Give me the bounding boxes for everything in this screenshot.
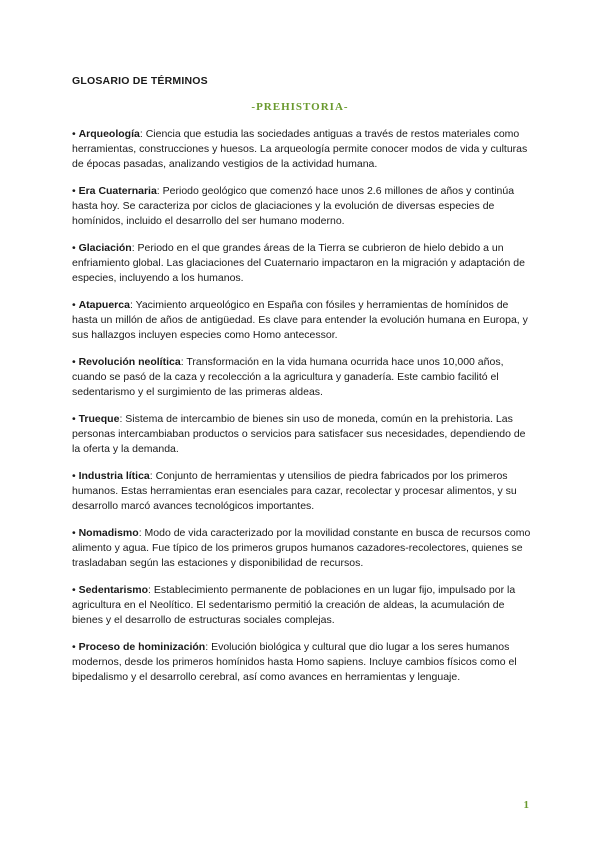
separator: : xyxy=(139,128,146,140)
term: Nomadismo xyxy=(78,527,139,539)
page-number: 1 xyxy=(523,799,529,811)
term: Revolución neolítica xyxy=(78,356,181,368)
separator: : xyxy=(129,299,136,311)
definition: Transformación en la vida humana ocurrida hace unos 10,000 años, cuando se pasó de la caza y recolección a la agricultura y ganadería. Este cambio facilitó el sedentarismo y el surgimiento de las primeras aldeas. xyxy=(72,356,504,398)
glossary-entry-industria-litica xyxy=(72,469,532,514)
term: Industria lítica xyxy=(78,470,150,482)
glossary-entry-revolucion-neolitica xyxy=(72,355,532,400)
definition: Periodo geológico que comenzó hace unos 2.6 millones de años y continúa hasta hoy. Se caracteriza por ciclos de glaciaciones y la evolución de diversas especies de homínidos, incluido el desarrollo del ser humano moderno. xyxy=(72,185,515,227)
definition: Yacimiento arqueológico en España con fósiles y herramientas de homínidos de hasta un millón de años de antigüedad. Es clave para entender la evolución humana en Europa, y sus hallazgos incluyen especies como Homo antecessor. xyxy=(72,299,528,341)
bullet: • xyxy=(72,128,79,140)
separator: : xyxy=(148,584,154,596)
definition: Ciencia que estudia las sociedades antiguas a través de restos materiales como herramientas, construcciones y huesos. La arqueología permite conocer modos de vida y culturas de épocas pasadas, analizando vestigios de la actividad humana. xyxy=(72,128,528,170)
separator: : xyxy=(149,470,156,482)
separator: : xyxy=(119,413,126,425)
document-title: GLOSARIO DE TÉRMINOS xyxy=(72,75,208,87)
separator: : xyxy=(131,242,138,254)
definition: Establecimiento permanente de poblaciones en un lugar fijo, impulsado por la agricultura en el Neolítico. El sedentarismo permitió la creación de aldeas, la acumulación de bienes y el desarrollo de estructuras sociales complejas. xyxy=(72,584,516,626)
bullet: • xyxy=(72,641,79,653)
definition: Sistema de intercambio de bienes sin uso de moneda, común en la prehistoria. Las personas intercambiaban productos o servicios para satisfacer sus necesidades, dependiendo de la oferta y la demanda. xyxy=(72,413,526,455)
glossary-entry-era-cuaternaria xyxy=(72,184,532,229)
glossary-entry-arqueologia xyxy=(72,127,532,172)
term: Trueque xyxy=(78,413,120,425)
glossary-entry-proceso-de-hominizacion xyxy=(72,640,532,685)
term: Era Cuaternaria xyxy=(78,185,157,197)
term: Glaciación xyxy=(78,242,132,254)
bullet: • xyxy=(72,413,79,425)
glossary-list xyxy=(72,127,532,697)
separator: : xyxy=(156,185,163,197)
glossary-entry-sedentarismo xyxy=(72,583,532,628)
bullet: • xyxy=(72,299,79,311)
definition: Evolución biológica y cultural que dio lugar a los seres humanos modernos, desde los primeros homínidos hasta Homo sapiens. Incluye cambios físicos como el bipedalismo y el desarrollo cerebral, así como avances en herramientas y lenguaje. xyxy=(72,641,517,683)
bullet: • xyxy=(72,185,79,197)
glossary-entry-trueque xyxy=(72,412,532,457)
section-heading: -PREHISTORIA- xyxy=(251,101,349,113)
glossary-entry-glaciacion xyxy=(72,241,532,286)
definition: Periodo en el que grandes áreas de la Tierra se cubrieron de hielo debido a un enfriamiento global. Las glaciaciones del Cuaternario impactaron en la migración y adaptación de especies, incluyendo a los humanos. xyxy=(72,242,525,284)
term: Atapuerca xyxy=(78,299,130,311)
term: Sedentarismo xyxy=(78,584,149,596)
separator: : xyxy=(205,641,212,653)
definition: Conjunto de herramientas y utensilios de piedra fabricados por los primeros humanos. Estas herramientas eran esenciales para cazar, recolectar y procesar alimentos, y su desarrollo marcó avances tecnológicos importantes. xyxy=(72,470,517,512)
bullet: • xyxy=(72,470,79,482)
glossary-entry-nomadismo xyxy=(72,526,532,571)
definition: Modo de vida caracterizado por la movilidad constante en busca de recursos como alimento y agua. Fue típico de los primeros grupos humanos cazadores-recolectores, quienes se trasladaban según las estaciones y disponibilidad de recursos. xyxy=(72,527,531,569)
bullet: • xyxy=(72,356,79,368)
bullet: • xyxy=(72,584,79,596)
term: Arqueología xyxy=(78,128,140,140)
glossary-entry-atapuerca xyxy=(72,298,532,343)
bullet: • xyxy=(72,527,79,539)
separator: : xyxy=(180,356,187,368)
separator: : xyxy=(138,527,145,539)
bullet: • xyxy=(72,242,79,254)
term: Proceso de hominización xyxy=(78,641,206,653)
